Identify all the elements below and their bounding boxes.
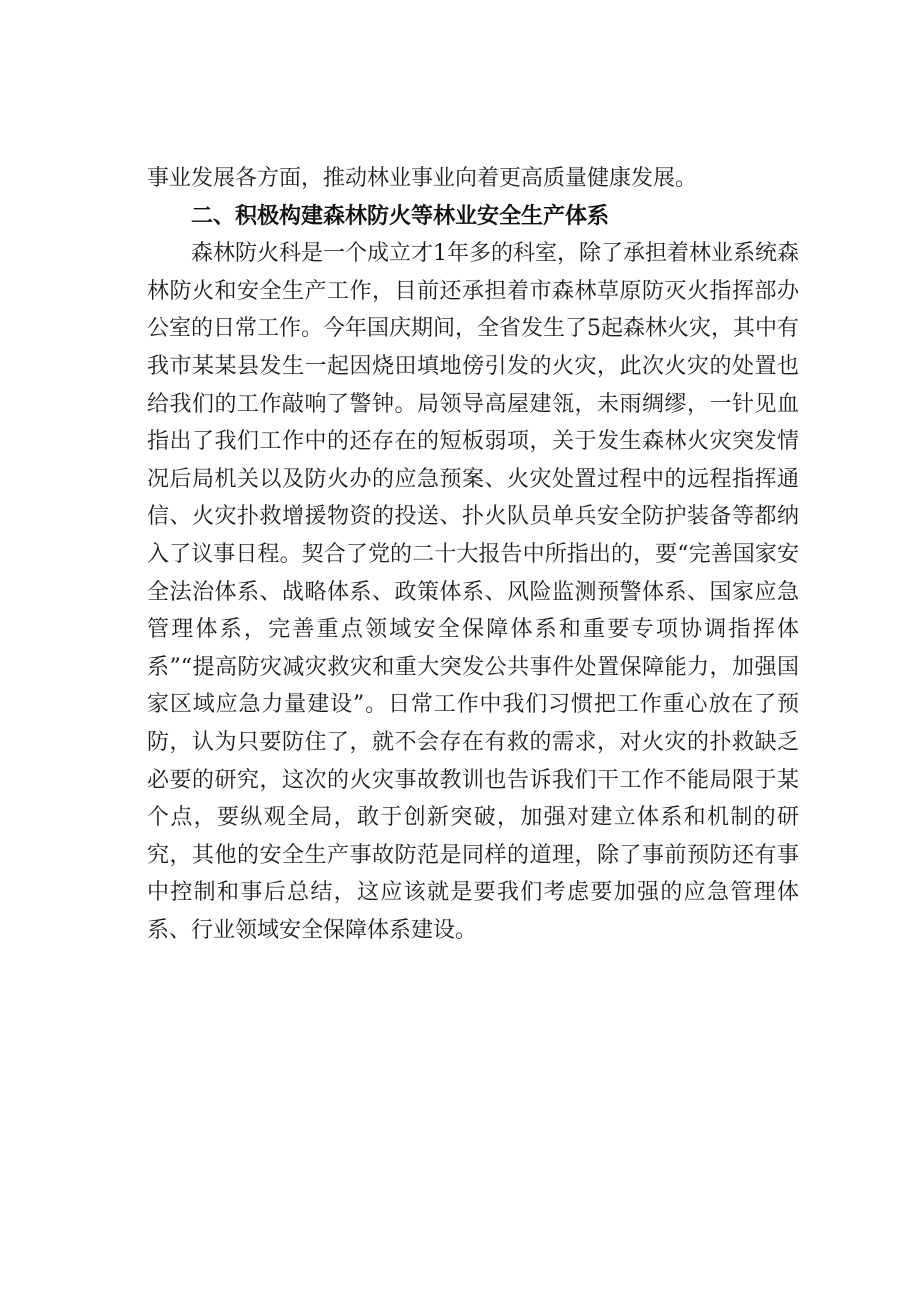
continuation-paragraph: 事业发展各方面，推动林业事业向着更高质量健康发展。 — [147, 166, 698, 191]
section-heading: 二、积极构建森林防火等林业安全生产体系 — [191, 203, 610, 229]
body-paragraph: 森林防火科是一个成立才1年多的科室，除了承担着林业系统森林防火和安全生产工作，目前还承担着市森林草原防灭火指挥部办公室的日常工作。今年国庆期间，全省发生了5起森林火灾，其中有我市某某县发生一起因烧田填地傍引发的火灾，此次火灾的处置也给我们的工作敲响了警钟。局领导高屋建瓴，未雨绸缪，一针见血指出了我们工作中的还存在的短板弱项，关于发生森林火灾突发情况后局机关以及防火办的应急预案、火灾处置过程中的远程指挥通信、火灾扑救增援物资的投送、扑火队员单兵安全防护装备等都纳入了议事日程。契合了党的二十大报告中所指出的，要“完善国家安全法治体系、战略体系、政策体系、风险监测预警体系、国家应急管理体系，完善重点领域安全保障体系和重要专项协调指挥体系”“提高防灾减灾救灾和重大突发公共事件处置保障能力，加强国家区域应急力量建设”。日常工作中我们习惯把工作重心放在了预防，认为只要防住了，就不会存在有救的需求，对火灾的扑救缺乏必要的研究，这次的火灾事故教训也告诉我们干工作不能局限于某个点，要纵观全局，敢于创新突破，加强对建立体系和机制的研究，其他的安全生产事故防范是同样的道理，除了事前预防还有事中控制和事后总结，这应该就是要我们考虑要加强的应急管理体系、行业领域安全保障体系建设。 — [147, 241, 799, 943]
document-body — [147, 160, 799, 949]
